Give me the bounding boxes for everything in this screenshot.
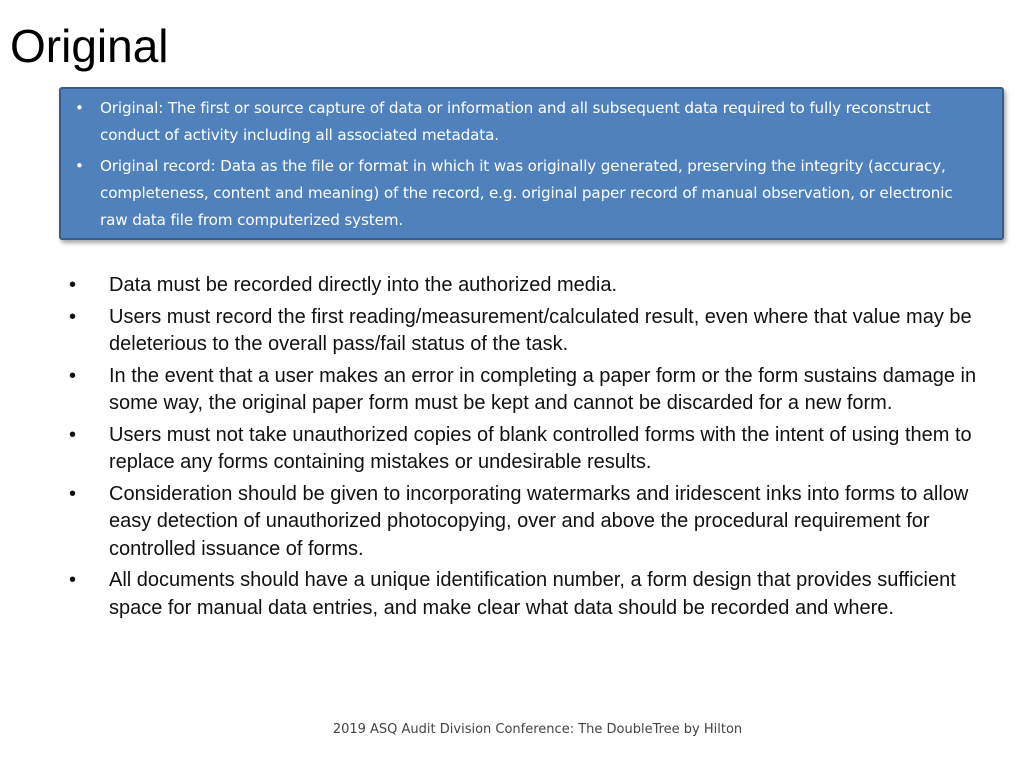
definition-text: Original: The first or source capture of data or information and all subsequent data required to fully reconstruct conduct of activity including all associated metadata. [100, 99, 931, 144]
bullet-icon: • [69, 482, 77, 505]
definition-item-original-record [73, 153, 984, 234]
bullet-text: Consideration should be given to incorporating watermarks and iridescent inks into forms to allow easy detection of unauthorized photocopying, over and above the procedural requirement for controlled issuance of forms. [109, 482, 969, 560]
bullet-icon: • [75, 99, 84, 117]
slide-footer: 2019 ASQ Audit Division Conference: The DoubleTree by Hilton [332, 722, 743, 737]
bullet-item [64, 481, 1009, 564]
bullet-text: Users must not take unauthorized copies of blank controlled forms with the intent of using them to replace any forms containing mistakes or undesirable results. [109, 423, 972, 473]
bullet-text: In the event that a user makes an error in completing a paper form or the form sustains damage in some way, the original paper form must be kept and cannot be discarded for a new form. [109, 364, 977, 414]
bullet-list [64, 272, 1009, 626]
definition-list [73, 95, 984, 234]
definition-text: Original record: Data as the file or format in which it was originally generated, preserving the integrity (accuracy, completeness, content and meaning) of the record, e.g. original paper record of manual observation, or electronic raw data file from computerized system. [100, 157, 953, 229]
bullet-text: Users must record the first reading/measurement/calculated result, even where that value may be deleterious to the overall pass/fail status of the task. [109, 305, 972, 355]
definition-box [59, 87, 1004, 240]
bullet-text: All documents should have a unique identification number, a form design that provides sufficient space for manual data entries, and make clear what data should be recorded and where. [109, 569, 956, 619]
bullet-item [64, 567, 1009, 622]
bullet-item [64, 422, 1009, 477]
bullet-icon: • [69, 423, 77, 446]
bullet-icon: • [75, 157, 84, 175]
slide-title: Original [10, 20, 169, 72]
bullet-text: Data must be recorded directly into the authorized media. [109, 274, 618, 296]
definition-item-original [73, 95, 984, 149]
bullet-icon: • [69, 305, 77, 328]
bullet-item [64, 272, 1009, 300]
bullet-icon: • [69, 274, 77, 296]
bullet-icon: • [69, 569, 77, 591]
bullet-item [64, 304, 1009, 359]
bullet-item [64, 363, 1009, 418]
bullet-icon: • [69, 364, 77, 387]
